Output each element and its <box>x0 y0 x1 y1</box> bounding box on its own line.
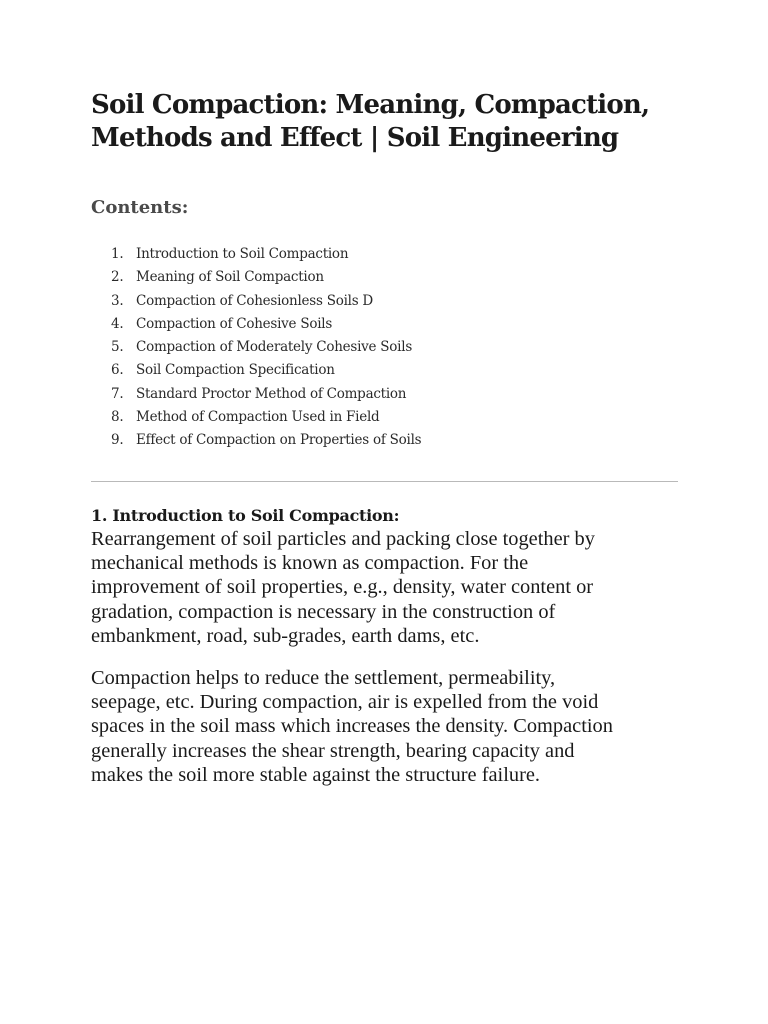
toc-item[interactable] <box>91 266 421 289</box>
toc-item-number: 8. <box>111 409 124 426</box>
toc-item[interactable] <box>91 383 421 406</box>
section-divider <box>91 481 678 482</box>
contents-heading: Contents: <box>91 197 189 218</box>
toc-item-number: 9. <box>111 432 124 449</box>
toc-item-number: 1. <box>111 246 124 262</box>
paragraph-line: embankment, road, sub-grades, earth dams, etc. <box>91 624 480 647</box>
toc-item-label: Introduction to Soil Compaction <box>136 246 349 262</box>
toc-item-number: 2. <box>111 269 124 286</box>
toc-item-label: Compaction of Cohesive Soils <box>136 315 333 332</box>
paragraph-line: improvement of soil properties, e.g., density, water content or <box>91 576 594 599</box>
paragraph-line: generally increases the shear strength, bearing capacity and <box>91 739 575 762</box>
paragraph-line: Rearrangement of soil particles and packing close together by <box>91 528 595 550</box>
toc-item[interactable] <box>91 336 421 359</box>
toc-item-number: 7. <box>111 385 124 402</box>
body-paragraph <box>91 527 681 648</box>
toc-item-label: Compaction of Moderately Cohesive Soils <box>136 339 412 356</box>
toc-item[interactable] <box>91 290 421 313</box>
paragraph-line: makes the soil more stable against the structure failure. <box>91 763 541 786</box>
toc-item-number: 5. <box>111 339 124 356</box>
toc-item-label: Effect of Compaction on Properties of Soils <box>136 432 422 449</box>
paragraph-line: Compaction helps to reduce the settlement, permeability, <box>91 667 556 689</box>
toc-item[interactable] <box>91 313 421 336</box>
toc-item-label: Method of Compaction Used in Field <box>136 409 380 426</box>
toc-item[interactable] <box>91 243 421 266</box>
toc-item-label: Meaning of Soil Compaction <box>136 269 324 286</box>
toc-item-number: 6. <box>111 362 124 379</box>
toc-item[interactable] <box>91 359 421 382</box>
paragraph-line: gradation, compaction is necessary in the construction of <box>91 600 556 623</box>
toc-item[interactable] <box>91 406 421 429</box>
toc-item-label: Soil Compaction Specification <box>136 362 335 379</box>
toc-item-label: Compaction of Cohesionless Soils D <box>136 292 373 309</box>
section-heading: 1. Introduction to Soil Compaction: <box>91 506 400 525</box>
toc-item[interactable] <box>91 429 421 452</box>
body-paragraph <box>91 666 681 787</box>
article-title-line: Methods and Effect | Soil Engineering <box>91 123 619 153</box>
toc-item-number: 4. <box>111 315 124 332</box>
toc-item-number: 3. <box>111 292 124 309</box>
paragraph-line: seepage, etc. During compaction, air is expelled from the void <box>91 691 599 714</box>
paragraph-line: spaces in the soil mass which increases the density. Compaction <box>91 715 613 738</box>
table-of-contents <box>91 243 421 453</box>
paragraph-line: mechanical methods is known as compaction. For the <box>91 552 529 575</box>
article-title-line: Soil Compaction: Meaning, Compaction, <box>91 90 650 120</box>
article-title <box>91 89 681 155</box>
toc-item-label: Standard Proctor Method of Compaction <box>136 385 407 402</box>
